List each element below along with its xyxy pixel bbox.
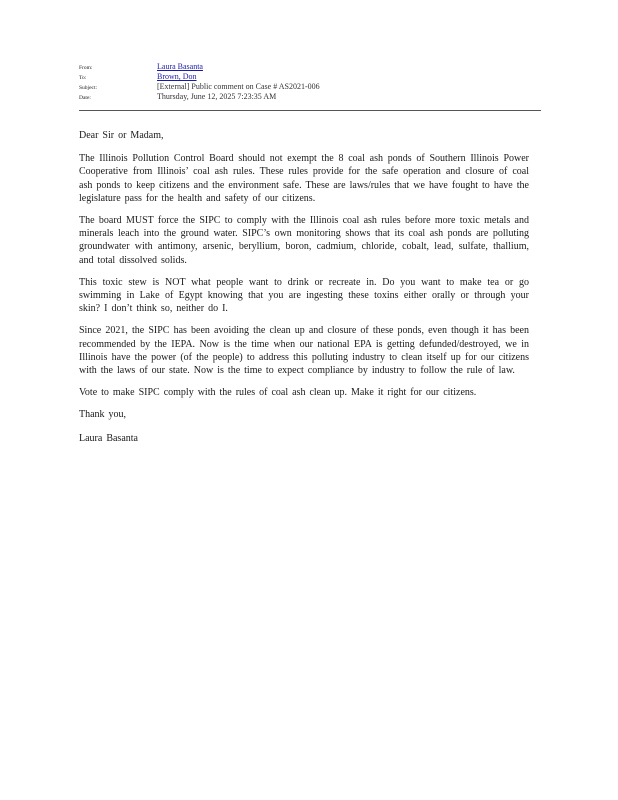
from-label: From: <box>79 65 93 71</box>
email-header <box>79 62 541 102</box>
to-row <box>79 72 541 82</box>
letter-paragraph: The Illinois Pollution Control Board should not exempt the 8 coal ash ponds of Southern Illinois Power Cooperative from Illinois’ coal ash rules. These rules provide for the safe operation and closure of coal ash ponds to keep citizens and the environment safe. These are laws/rules that we have fought to have the legislature pass for the health and safety of our citizens. <box>79 153 529 204</box>
date-row <box>79 92 541 102</box>
letter-body <box>79 129 529 454</box>
to-recipient-link[interactable]: Brown, Don <box>157 72 197 81</box>
letter-paragraph: Since 2021, the SIPC has been avoiding the clean up and closure of these ponds, even though it has been recommended by the IEPA. Now is the time when our national EPA is getting defunded/destroyed, we in Illinois have the power (of the people) to address this polluting industry to clean itself up for our citizens with the laws of our state. Now is the time to expect compliance by industry to follow the rule of law. <box>79 325 529 377</box>
date-value: Thursday, June 12, 2025 7:23:35 AM <box>157 92 277 101</box>
subject-row <box>79 82 541 92</box>
letter-paragraph: The board MUST force the SIPC to comply with the Illinois coal ash rules before more toxic metals and minerals leach into the ground water. SIPC’s own monitoring shows that its coal ash ponds are polluting groundwater with antimony, arsenic, beryllium, boron, cadmium, chloride, cobalt, lead, sulfate, thallium, and total dissolved solids. <box>79 215 529 266</box>
subject-label: Subject: <box>79 85 98 91</box>
letter-closing: Thank you, <box>79 409 127 421</box>
letter-paragraph: Vote to make SIPC comply with the rules of coal ash clean up. Make it right for our citizens. <box>79 387 477 399</box>
to-label: To: <box>79 75 87 81</box>
from-sender-link[interactable]: Laura Basanta <box>157 62 203 71</box>
subject-value: [External] Public comment on Case # AS2021-006 <box>157 82 320 91</box>
letter-greeting: Dear Sir or Madam, <box>79 130 164 141</box>
letter-paragraph: This toxic stew is NOT what people want to drink or recreate in. Do you want to make tea or go swimming in Lake of Egypt knowing that you are ingesting these toxins either orally or through your skin? I don’t think so, neither do I. <box>79 276 529 315</box>
header-divider <box>79 110 541 111</box>
from-row <box>79 62 541 72</box>
letter-signature: Laura Basanta <box>79 432 138 444</box>
date-label: Date: <box>79 95 91 101</box>
